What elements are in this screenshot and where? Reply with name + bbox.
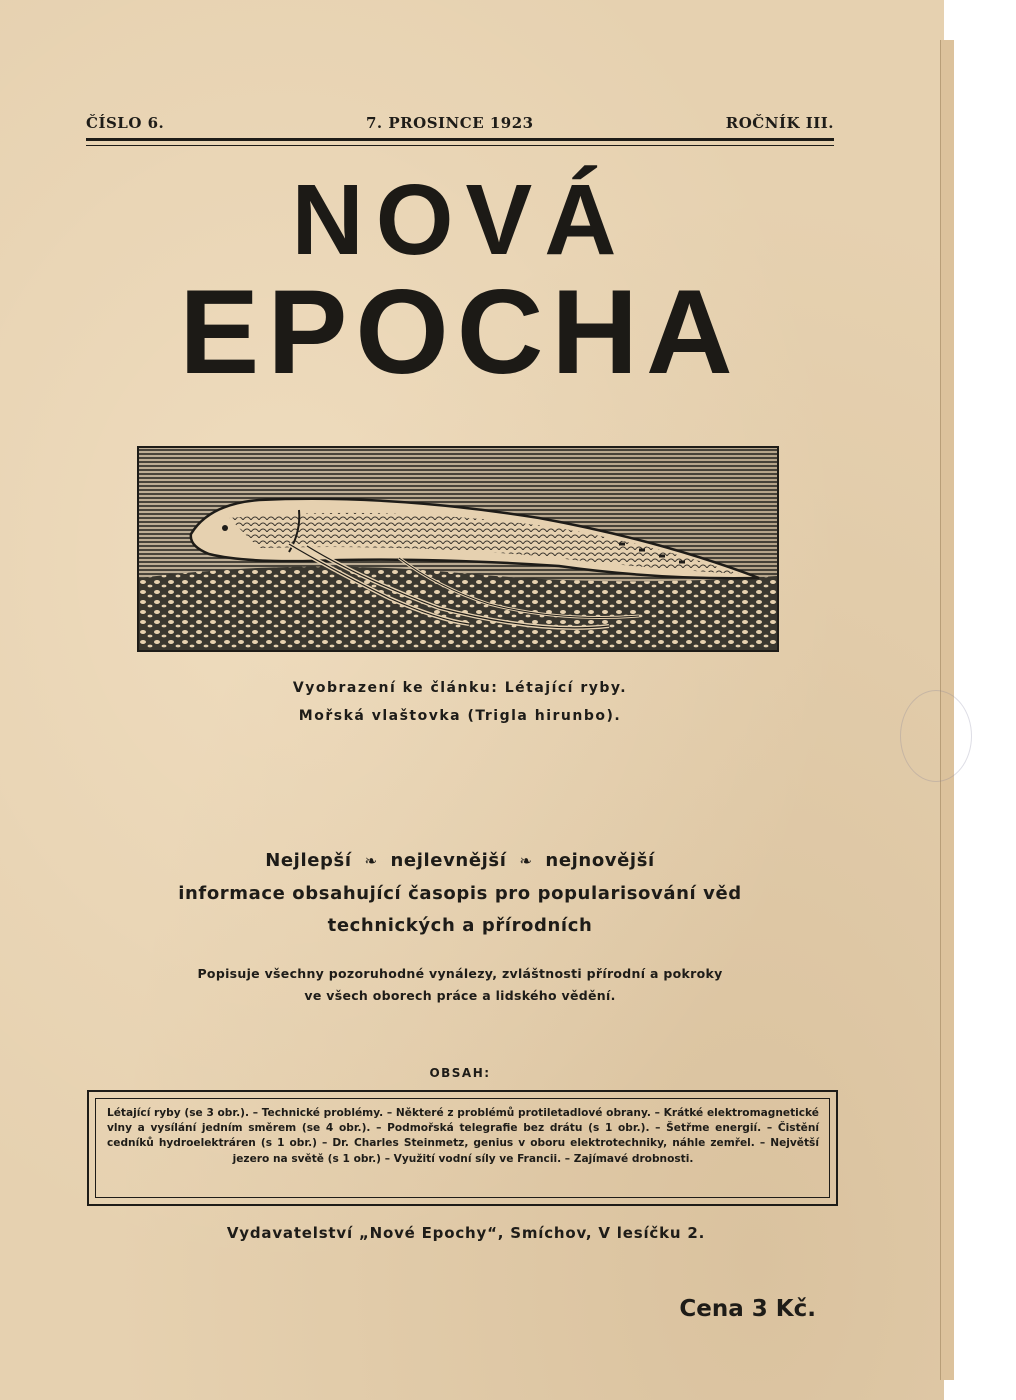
- publisher-line: Vydavatelství „Nové Epochy“, Smíchov, V lesíčku 2.: [226, 1224, 706, 1242]
- description-line1: Popisuje všechny pozoruhodné vynálezy, zvláštnosti přírodní a pokroky: [197, 966, 723, 981]
- issue-number: ČÍSLO 6.: [86, 114, 165, 132]
- illustration-caption-2: Mořská vlaštovka (Trigla hirunbo).: [298, 708, 622, 724]
- tagline-line3: technických a přírodních: [327, 915, 593, 936]
- tagline-line1: [86, 850, 834, 871]
- tagline-cheapest: nejlevnější: [390, 850, 507, 871]
- illustration-caption-1: Vyobrazení ke článku: Létající ryby.: [292, 680, 628, 696]
- issue-header: [86, 114, 834, 136]
- issue-date: 7. PROSINCE 1923: [366, 114, 534, 132]
- scan-margin: [954, 0, 1016, 1400]
- tagline-line2: informace obsahující časopis pro popularisování věd: [178, 883, 742, 904]
- tagline-newest: nejnovější: [545, 850, 655, 871]
- header-rule-thin: [86, 145, 834, 146]
- fish-engraving-icon: [139, 448, 777, 650]
- contents-box: [87, 1090, 838, 1206]
- tagline-best: Nejlepší: [265, 850, 352, 871]
- leaf-ornament-icon: ❧: [519, 852, 533, 870]
- masthead-line2: EPOCHA: [179, 265, 741, 399]
- description-line2: ve všech oborech práce a lidského vědění.: [304, 988, 616, 1003]
- price-label: Cena 3 Kč.: [679, 1296, 816, 1322]
- header-rule-thick: [86, 138, 834, 141]
- leaf-ornament-icon: ❧: [364, 852, 378, 870]
- faint-stamp-icon: [900, 690, 972, 782]
- contents-title: OBSAH:: [429, 1066, 491, 1080]
- contents-text: Létající ryby (se 3 obr.). – Technické problémy. – Některé z problémů protiletadlové obrany. – Krátké elektromagnetické vlny a vysílání jedním směrem (se 4 obr.). – Podmořská telegrafie bez drátu (s 1 obr.). – Šetřme energií. – Čistění cedníků hydroelektráren (s 1 obr.) – Dr. Charles Steinmetz, genius v oboru elektrotechniky, náhle zemřel. – Největší jezero na světě (s 1 obr.) – Využití vodní síly ve Francii. – Zajímavé drobnosti.: [107, 1107, 819, 1165]
- masthead-line1: NOVÁ: [291, 164, 629, 276]
- fish-illustration: [137, 446, 779, 652]
- volume-number: ROČNÍK III.: [725, 114, 834, 132]
